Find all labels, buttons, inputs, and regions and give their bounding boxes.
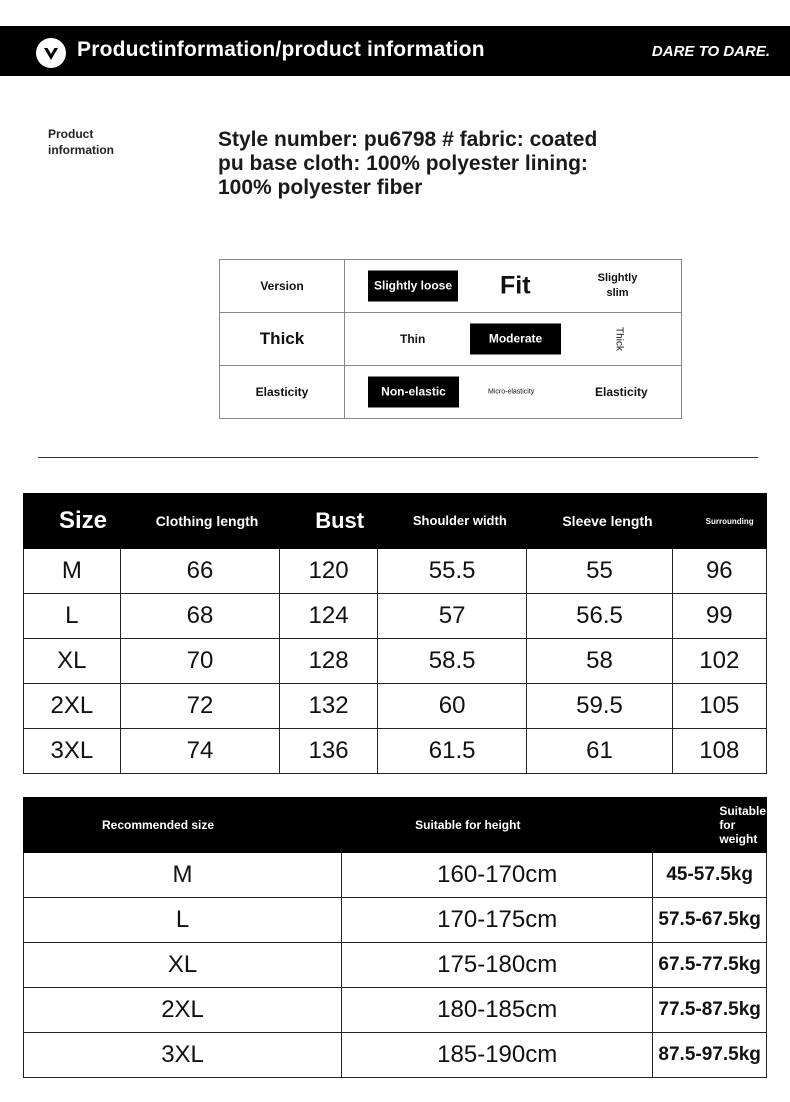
table-cell: 77.5-87.5kg xyxy=(653,988,767,1033)
table-cell: 3XL xyxy=(24,1033,342,1078)
attr-label-elasticity: Elasticity xyxy=(220,366,345,419)
header-title: Productinformation/product information xyxy=(77,38,485,61)
table-cell: XL xyxy=(24,943,342,988)
option-thin: Thin xyxy=(400,332,426,346)
table-cell: M xyxy=(24,853,342,898)
table-cell: 180-185cm xyxy=(342,988,653,1033)
attr-options-elasticity xyxy=(345,366,682,419)
attr-options-thick xyxy=(345,313,682,366)
table-cell: 60 xyxy=(377,684,526,729)
table-cell: 61.5 xyxy=(377,729,526,774)
table-cell: 102 xyxy=(672,639,766,684)
table-cell: 132 xyxy=(280,684,378,729)
table-cell: 87.5-97.5kg xyxy=(653,1033,767,1078)
table-cell: 58 xyxy=(527,639,672,684)
table-cell: 57.5-67.5kg xyxy=(653,898,767,943)
table-cell: 3XL xyxy=(24,729,121,774)
header-bar xyxy=(0,26,790,76)
table-row xyxy=(24,988,767,1033)
table-cell: L xyxy=(24,594,121,639)
table-cell: 136 xyxy=(280,729,378,774)
attribute-table xyxy=(219,259,682,419)
size-table-header-row xyxy=(24,494,767,549)
table-cell: 128 xyxy=(280,639,378,684)
option-non-elastic: Non-elastic xyxy=(368,377,459,408)
table-cell: XL xyxy=(24,639,121,684)
table-cell: 70 xyxy=(120,639,280,684)
table-row xyxy=(24,549,767,594)
header-recommended-size: Recommended size xyxy=(24,798,342,853)
table-cell: 61 xyxy=(527,729,672,774)
header-suitable-height: Suitable for height xyxy=(342,798,653,853)
option-slightly-loose: Slightly loose xyxy=(368,271,458,302)
table-row xyxy=(24,853,767,898)
table-cell: 57 xyxy=(377,594,526,639)
attr-label-version: Version xyxy=(220,260,345,313)
table-row xyxy=(24,943,767,988)
size-table xyxy=(23,493,767,774)
option-slightly-slim: Slightly slim xyxy=(597,272,638,299)
table-cell: 45-57.5kg xyxy=(653,853,767,898)
header-clothing-length: Clothing length xyxy=(120,494,280,549)
option-micro-elasticity: Micro-elasticity xyxy=(488,388,535,396)
table-cell: 68 xyxy=(120,594,280,639)
header-slogan: DARE TO DARE. xyxy=(651,43,770,60)
table-row xyxy=(24,898,767,943)
table-row xyxy=(24,729,767,774)
table-cell: 55.5 xyxy=(377,549,526,594)
table-cell: 120 xyxy=(280,549,378,594)
table-cell: 55 xyxy=(527,549,672,594)
product-info-text: Style number: pu6798 # fabric: coated pu base cloth: 100% polyester lining: 100% polyester fiber xyxy=(218,128,598,199)
table-cell: 2XL xyxy=(24,684,121,729)
table-row xyxy=(24,1033,767,1078)
option-fit: Fit xyxy=(500,271,531,300)
table-row xyxy=(24,594,767,639)
table-cell: 72 xyxy=(120,684,280,729)
header-shoulder-width: Shoulder width xyxy=(377,494,526,549)
header-sleeve-length: Sleeve length xyxy=(527,494,672,549)
table-cell: 2XL xyxy=(24,988,342,1033)
table-cell: 56.5 xyxy=(527,594,672,639)
section-divider xyxy=(38,457,758,458)
table-cell: 185-190cm xyxy=(342,1033,653,1078)
header-size: Size xyxy=(24,494,121,549)
table-cell: 58.5 xyxy=(377,639,526,684)
table-cell: L xyxy=(24,898,342,943)
v-chevron-logo-icon xyxy=(36,38,66,68)
table-cell: 105 xyxy=(672,684,766,729)
table-cell: 74 xyxy=(120,729,280,774)
option-thick: Thick xyxy=(613,327,625,351)
header-bust: Bust xyxy=(280,494,378,549)
header-suitable-weight: Suitable for weight xyxy=(653,798,767,853)
recommendation-header-row xyxy=(24,798,767,853)
table-cell: 160-170cm xyxy=(342,853,653,898)
option-moderate: Moderate xyxy=(470,324,561,355)
table-cell: 108 xyxy=(672,729,766,774)
table-row xyxy=(24,639,767,684)
table-cell: 99 xyxy=(672,594,766,639)
table-cell: 67.5-77.5kg xyxy=(653,943,767,988)
table-cell: 170-175cm xyxy=(342,898,653,943)
header-surrounding: Surrounding xyxy=(672,494,766,549)
table-cell: 124 xyxy=(280,594,378,639)
recommendation-table xyxy=(23,797,767,1078)
table-cell: 66 xyxy=(120,549,280,594)
product-info-label: Product information xyxy=(48,127,114,157)
table-row xyxy=(24,684,767,729)
table-cell: M xyxy=(24,549,121,594)
table-cell: 59.5 xyxy=(527,684,672,729)
table-cell: 96 xyxy=(672,549,766,594)
table-cell: 175-180cm xyxy=(342,943,653,988)
attr-options-version xyxy=(345,260,682,313)
attr-label-thick: Thick xyxy=(220,313,345,366)
option-elasticity: Elasticity xyxy=(595,385,648,399)
